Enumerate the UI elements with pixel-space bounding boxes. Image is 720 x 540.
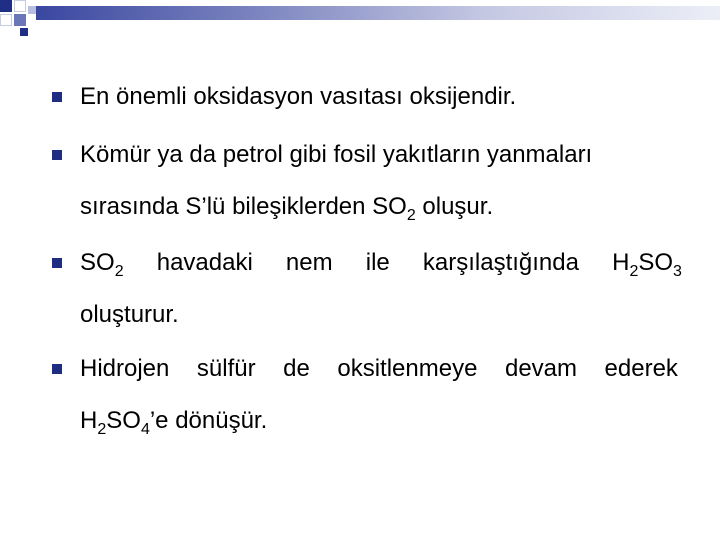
formula-part: SO <box>106 407 141 434</box>
bullet-2-text: sırasında S’lü bileşiklerden SO <box>80 193 407 220</box>
bullet-square-icon <box>52 364 62 374</box>
subscript: 2 <box>114 263 124 280</box>
word: devam <box>504 355 578 382</box>
formula <box>80 249 124 280</box>
word: nem <box>285 249 333 276</box>
subscript: 2 <box>406 207 416 224</box>
bullet-square-icon <box>52 258 62 268</box>
bullet-2-line-2 <box>80 193 494 224</box>
bullet-square-icon <box>52 92 62 102</box>
word: ile <box>365 249 390 276</box>
formula <box>612 249 682 280</box>
word: oksitlenmeye <box>337 355 478 382</box>
bullet-square-icon <box>52 150 62 160</box>
word: sülfür <box>196 355 256 382</box>
bullet-2-line-1: Kömür ya da petrol gibi fosil yakıtların yanmaları <box>80 141 593 168</box>
subscript: 4 <box>140 421 150 438</box>
word: ederek <box>604 355 678 382</box>
subscript: 2 <box>97 421 107 438</box>
bullet-3-line-2: oluşturur. <box>80 301 179 328</box>
formula-part: SO <box>80 249 115 276</box>
bullet-3-line-1 <box>80 249 682 280</box>
bullet-2-text: oluşur. <box>415 193 494 220</box>
word: karşılaştığında <box>422 249 579 276</box>
bullet-4-line-2 <box>80 407 268 438</box>
word: Hidrojen <box>80 355 170 382</box>
formula-part: SO <box>638 249 674 276</box>
bullet-4-line-1 <box>80 355 678 383</box>
formula-part: H <box>80 407 98 434</box>
word: havadaki <box>156 249 253 276</box>
formula-part: H <box>612 249 630 276</box>
subscript: 2 <box>629 263 639 280</box>
word: de <box>283 355 310 382</box>
word: ’e dönüşür. <box>149 407 268 434</box>
bullet-1-text: En önemli oksidasyon vasıtası oksijendir. <box>80 83 517 110</box>
subscript: 3 <box>673 263 682 280</box>
